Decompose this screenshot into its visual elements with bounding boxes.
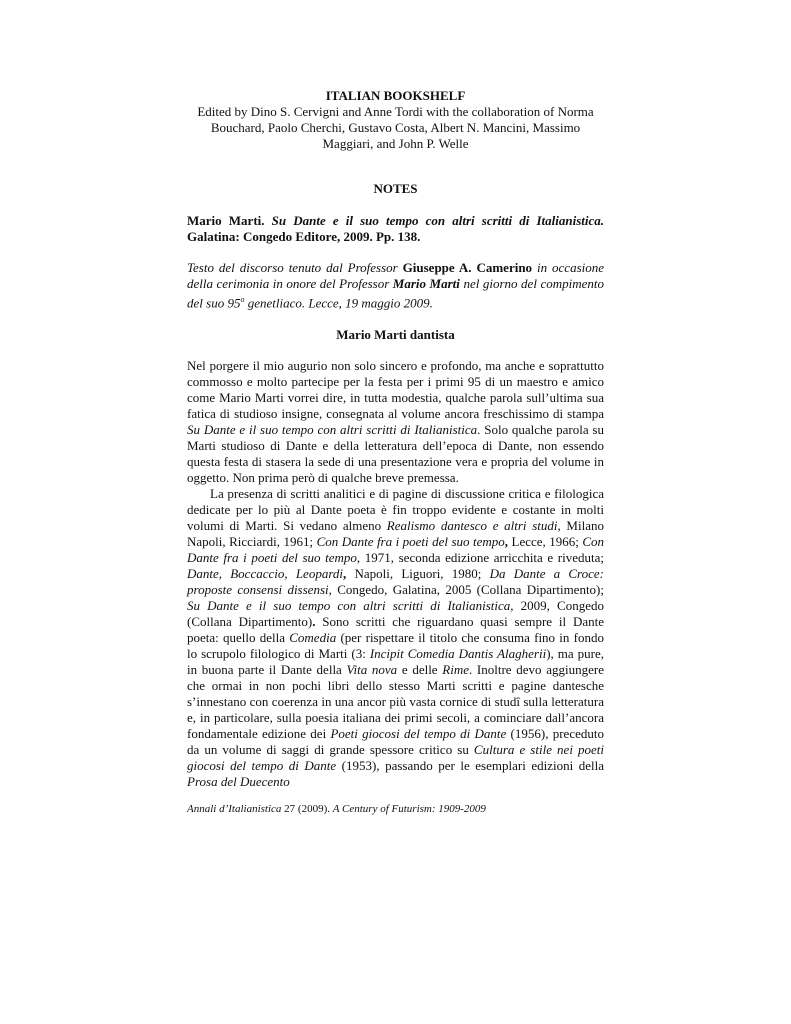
text-run: 2009, Congedo (Collana Dipartimento) — [187, 598, 604, 630]
ordinal-superscript: o — [240, 295, 245, 304]
page-footer — [187, 802, 604, 816]
text-run: e delle — [397, 662, 443, 678]
text-run: Nel porgere il mio augurio non solo sincero e profondo, ma anche e soprattutto commosso e molto partecipe per la festa per i primi 95 di un maestro e amico come Mario Marti vorrei dire, in tutta modestia, qualche parola sull’ultima sua fatica di studioso insigne, consegnata al volume ancora freschissimo di stampa — [187, 358, 604, 422]
italic-title: Da Dante a Croce: proposte consensi dissensi — [187, 566, 604, 598]
document-page — [187, 88, 604, 816]
editors-line: Edited by Dino S. Cervigni and Anne Tordi with the collaboration of Norma Bouchard, Paolo Cherchi, Gustavo Costa, Albert N. Mancini, Massimo Maggiari, and John P. Welle — [197, 104, 594, 151]
italic-title: Cultura e stile nei poeti giocosi del tempo di Dante — [187, 742, 605, 774]
text-run: Napoli, Liguori, 1980; — [346, 566, 490, 582]
italic-title: Incipit Comedia Dantis Alagherii — [369, 646, 547, 662]
speech-note — [187, 260, 604, 311]
italic-title: Con Dante fra i poeti del suo tempo — [316, 534, 505, 550]
italic-title: Su Dante e il suo tempo con altri scritti di Italianistica — [187, 422, 478, 438]
paragraph-1 — [187, 358, 604, 486]
text-run: , Congedo, Galatina, 2005 (Collana Dipartimento); — [328, 582, 605, 598]
speech-note-part4: genetliaco. Lecce, 19 maggio 2009. — [247, 295, 433, 311]
section-title: Mario Marti dantista — [336, 327, 455, 343]
speech-note-part3: nel giorno del compimento del suo 95 — [187, 276, 604, 311]
book-citation — [187, 213, 604, 245]
article-body — [187, 358, 604, 790]
text-run: . — [312, 614, 316, 630]
text-run: Lecce, 1966; — [508, 534, 583, 550]
italic-title: Con Dante fra i poeti del suo tempo — [187, 534, 604, 566]
text-run: , — [504, 534, 509, 550]
journal-name: Annali d’Italianistica — [187, 803, 282, 816]
speech-note-part1: Testo del discorso tenuto dal Professor — [187, 260, 398, 275]
text-run: (1953), passando per le esemplari edizioni della — [336, 758, 604, 774]
text-run: ), ma pure, in buona parte il Dante della — [187, 646, 604, 678]
italic-title: Vita nova — [346, 662, 398, 678]
speech-note-part2: in occasione della cerimonia in onore del Professor — [187, 260, 605, 291]
italic-title: Su Dante e il suo tempo con altri scritti di Italianistica, — [187, 598, 514, 614]
text-run: La presenza di scritti analitici e di pagine di discussione critica e filologica dedicate per lo più al Dante poeta è fin troppo evidente e costante in molti volumi di Marti. Si vedano almeno — [187, 486, 604, 534]
issue-title: A Century of Futurism: 1909-2009 — [332, 803, 486, 816]
speaker-name: Giuseppe A. Camerino — [402, 260, 533, 275]
italic-title: Comedia — [289, 630, 337, 646]
italic-title: Realismo dantesco e altri studi — [386, 518, 558, 534]
text-run: , — [343, 566, 347, 582]
text-run: , 1971, seconda edizione arricchita e riveduta; — [356, 550, 604, 566]
text-run: Sono scritti che riguardano quasi sempre il Dante poeta: quello della — [187, 614, 604, 646]
italic-title: Prosa del Duecento — [187, 774, 290, 790]
italic-title: Poeti giocosi del tempo di Dante — [330, 726, 507, 742]
text-run: (per rispettare il titolo che consuma fino in fondo lo scrupolo filologico di Marti (3: — [187, 630, 604, 662]
book-publication: Galatina: Congedo Editore, 2009. Pp. 138. — [187, 229, 421, 244]
page-header — [187, 88, 604, 152]
book-title: Su Dante e il suo tempo con altri scritti di Italianistica. — [271, 213, 604, 228]
book-author: Mario Marti. — [187, 213, 265, 228]
honoree-name: Mario Marti — [392, 276, 460, 291]
text-run: . Solo qualche parola su Marti studioso di Dante e della letteratura dell’epoca di Dante, non essendo questa festa di stasera la sede di una presentazione vera e propria del volume in oggetto. Non prima però di qualche breve premessa. — [187, 422, 604, 486]
text-run: (1956), preceduto da un volume di saggi di grande spessore critico su — [187, 726, 604, 758]
notes-heading: NOTES — [373, 181, 418, 196]
text-run: . Inoltre devo aggiungere che ormai in non pochi libri dello stesso Marti scritti e pagine dantesche s’innestano con coerenza in una ancor più vasta cornice di studî sulla letteratura e, in particolare, sulla poesia italiana dei primi secoli, a cominciare dall’ancora fondamentale edizione dei — [187, 662, 604, 742]
journal-volume: 27 (2009). — [281, 803, 333, 816]
italic-title: Dante, Boccaccio, Leopardi — [187, 566, 344, 582]
text-run: , Milano Napoli, Ricciardi, 1961; — [187, 518, 604, 550]
italic-title: Rime — [442, 662, 469, 678]
bookshelf-title: ITALIAN BOOKSHELF — [325, 88, 466, 103]
paragraph-2 — [187, 486, 604, 790]
